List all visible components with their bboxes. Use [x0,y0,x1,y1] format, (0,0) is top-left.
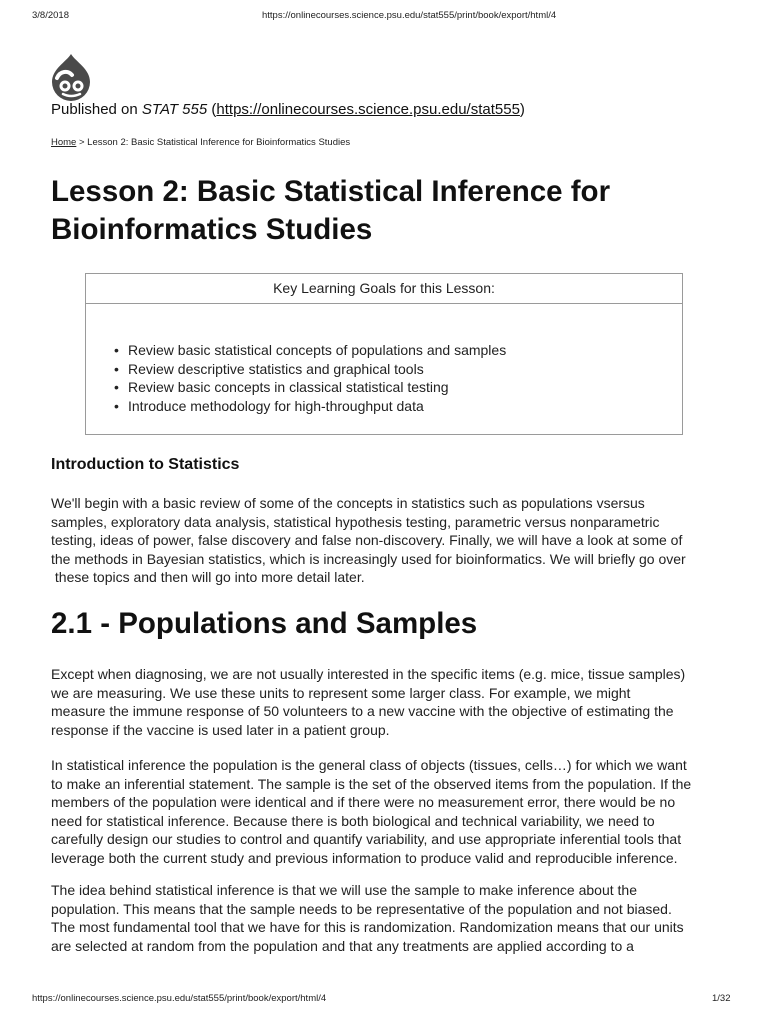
text-line: members of the population were identical and if there were no measurement error, there would be no [51,794,676,810]
text-line: need for statistical inference. Because there is both biological and technical variability, we need to [51,812,655,829]
breadcrumb-separator: > [76,137,88,148]
published-prefix: Published on [51,101,142,118]
section-paragraph-3 [51,881,723,955]
print-header-url: https://onlinecourses.science.psu.edu/stat555/print/book/export/html/4 [262,10,557,21]
published-site-name: STAT 555 [141,101,208,118]
text-line: measure the immune response of 50 volunteers to a new vaccine with the objective of estimating the [51,703,674,719]
text-line: the methods in Bayesian statistics, which is increasingly used for bioinformatics. We will briefly go over [51,550,686,567]
breadcrumb-current: Lesson 2: Basic Statistical Inference for Bioinformatics Studies [87,137,351,148]
drupal-drop-logo-icon [50,53,92,101]
published-close-paren: ) [519,101,525,118]
learning-goal-item: • Review basic statistical concepts of populations and samples [128,341,506,360]
text-line: In statistical inference the population is the general class of objects (tissues, cells…) for which we want [51,757,687,773]
section-paragraph-2 [51,756,723,867]
page-number: 1/32 [712,993,731,1004]
text-line: response if the vaccine is used later in a patient group. [51,721,390,738]
text-line: The most fundamental tool that we have for this is randomization. Randomization means that our units [51,919,684,935]
published-site-link[interactable]: https://onlinecourses.science.psu.edu/stat555 [216,101,520,118]
text-line: testing, ideas of power, false discovery and false non-discovery. Finally, we will have a look at some of [51,532,683,548]
text-line: Except when diagnosing, we are not usually interested in the specific items (e.g. mice, tissue samples) [51,666,686,682]
learning-goals-heading: Key Learning Goals for this Lesson: [86,274,682,304]
text-line: The idea behind statistical inference is that we will use the sample to make inference about the [51,882,637,898]
learning-goal-item: • Introduce methodology for high-throughput data [128,397,506,416]
learning-goals-list [128,341,506,415]
published-on-line [51,101,525,118]
print-footer-url: https://onlinecourses.science.psu.edu/stat555/print/book/export/html/4 [32,993,327,1004]
learning-goal-item: • Review basic concepts in classical statistical testing [128,378,506,397]
text-line: we are measuring. We use these units to represent some larger class. For example, we might [51,684,631,701]
published-open-paren: ( [207,101,217,118]
text-line: samples, exploratory data analysis, statistical hypothesis testing, parametric versus nonparametric [51,513,660,530]
text-line: these topics and then will go into more detail later. [51,569,365,585]
page-title [51,173,691,249]
text-line: We'll begin with a basic review of some of the concepts in statistics such as populations vsersus [51,495,645,511]
text-line: carefully design our studies to control and quantify variability, and use appropriate inferential tools that [51,831,682,847]
page-title-line-2: Bioinformatics Studies [51,213,373,246]
learning-goal-item: • Review descriptive statistics and graphical tools [128,360,506,379]
intro-heading: Introduction to Statistics [51,456,240,473]
breadcrumb-home-link[interactable]: Home [51,137,77,148]
learning-goals-box [85,273,683,435]
breadcrumb [51,137,350,148]
page-title-line-1: Lesson 2: Basic Statistical Inference for [51,175,611,208]
section-heading: 2.1 - Populations and Samples [51,607,478,640]
intro-paragraph [51,494,723,587]
text-line: population. This means that the sample needs to be representative of the population and not biased. [51,900,672,917]
print-date: 3/8/2018 [32,10,69,21]
text-line: to make an inferential statement. The sample is the set of the observed items from the population. If the [51,775,692,792]
text-line: leverage both the current study and previous information to produce valid and reproducible inference. [51,849,678,866]
section-paragraph-1 [51,665,723,739]
text-line: are selected at random from the population and that any treatments are applied according to a [51,937,634,954]
